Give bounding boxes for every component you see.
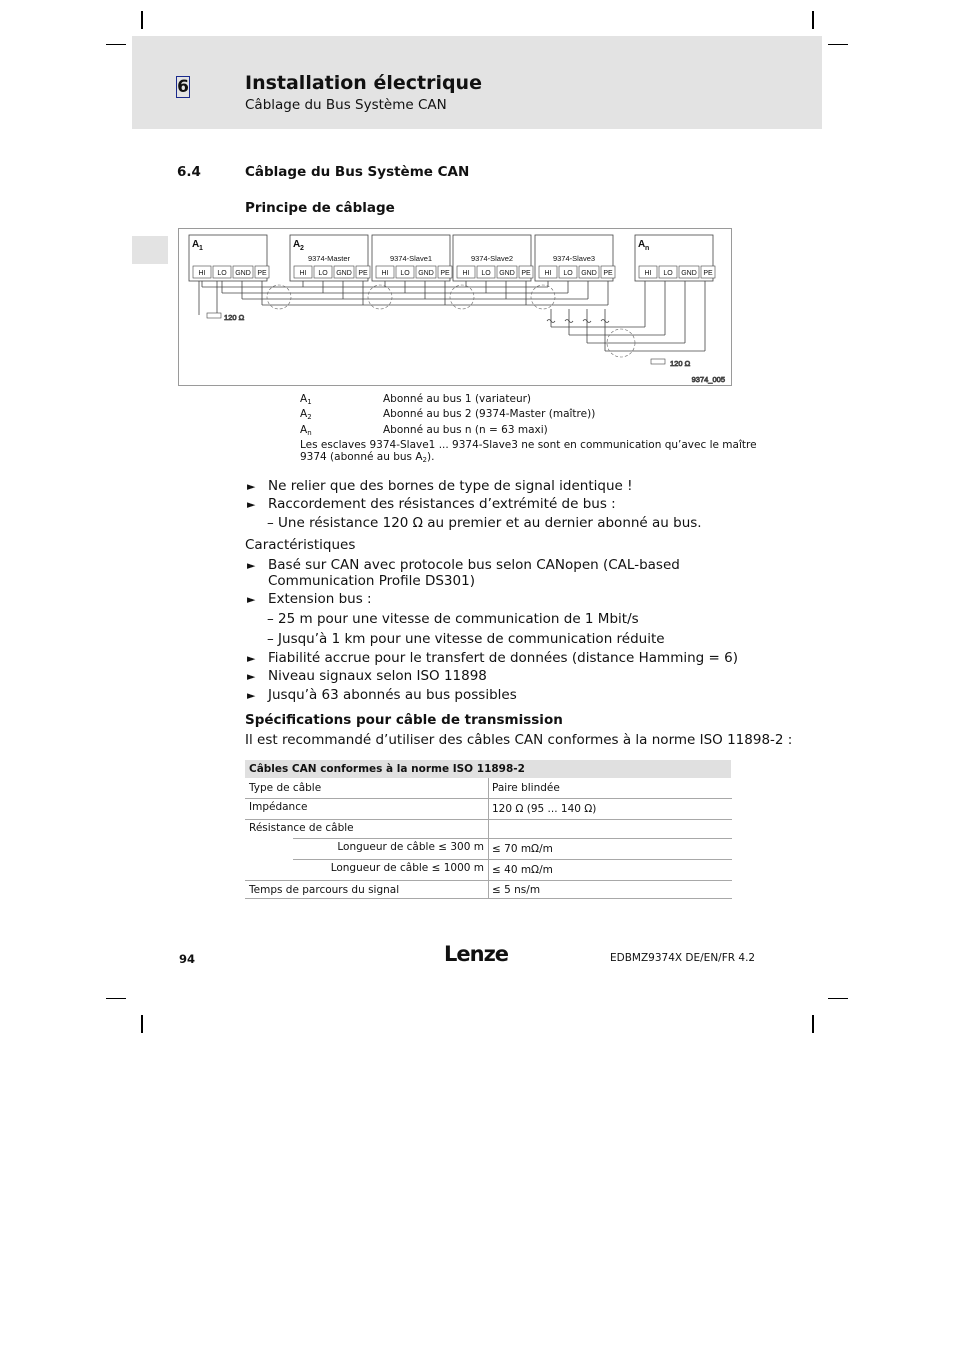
legend-symbol-sub: n: [307, 429, 312, 437]
legend-text: Abonné au bus n (n = 63 maxi): [383, 424, 548, 436]
table-title: Câbles CAN conformes à la norme ISO 11898-2: [245, 760, 731, 778]
crop-mark: [141, 11, 143, 29]
crop-mark: [812, 1015, 814, 1033]
legend-note-sub: 2: [422, 456, 427, 464]
features-heading: Caractéristiques: [245, 537, 356, 553]
table-cell-label: Longueur de câble ≤ 300 m: [337, 841, 484, 853]
section-number: 6.4: [177, 164, 201, 180]
crop-mark: [106, 998, 126, 999]
station-name: 9374-Slave1: [389, 254, 433, 263]
subsection-title: Principe de câblage: [245, 200, 395, 216]
bullet-item: Jusqu’à 63 abonnés au bus possibles: [268, 687, 517, 703]
terminal-label: GND: [681, 270, 697, 277]
terminator-resistor: [207, 313, 221, 318]
dash-item-text: 25 m pour une vitesse de communication de 1 Mbit/s: [278, 611, 639, 627]
dash-item-text: Jusqu’à 1 km pour une vitesse de communication réduite: [278, 631, 665, 647]
bullet-item: Niveau signaux selon ISO 11898: [268, 668, 487, 684]
document-reference: EDBMZ9374X DE/EN/FR 4.2: [610, 952, 756, 964]
legend-text: Abonné au bus 1 (variateur): [383, 393, 532, 405]
station-label: A: [192, 239, 200, 250]
terminal-label: HI: [462, 270, 470, 277]
bullet-marker: ►: [247, 498, 256, 511]
crop-mark: [828, 998, 848, 999]
legend-symbol: A: [300, 424, 308, 436]
chapter-subtitle: Câblage du Bus Système CAN: [245, 97, 447, 113]
terminal-label: GND: [336, 270, 352, 277]
table-rule: [245, 798, 732, 799]
station-label-sub: 2: [300, 245, 304, 252]
terminal-label: GND: [581, 270, 597, 277]
crop-mark: [141, 1015, 143, 1033]
legend-item: [300, 408, 312, 421]
legend-symbol: A: [300, 393, 308, 405]
page-number: 94: [179, 952, 196, 966]
terminator-resistor: [651, 359, 665, 364]
terminal-label: HI: [299, 270, 307, 277]
terminal-label: LO: [318, 270, 328, 277]
station-name: 9374-Slave2: [470, 254, 514, 263]
brand-logo: Lenze: [444, 942, 509, 966]
terminal-label: PE: [521, 270, 531, 277]
terminal-label: HI: [198, 270, 206, 277]
station-label-sub: n: [645, 245, 650, 252]
table-rule: [245, 880, 732, 881]
table-rule: [293, 838, 488, 839]
dash-item: – Jusqu’à 1 km pour une vitesse de communication réduite: [267, 631, 665, 647]
legend-note: [300, 451, 434, 464]
bullet-marker: ►: [247, 689, 256, 702]
terminal-label: PE: [603, 270, 613, 277]
bullet-marker: ►: [247, 480, 256, 493]
bullet-item: Raccordement des résistances d’extrémité de bus :: [268, 496, 616, 512]
station-label: A: [638, 239, 646, 250]
spec-text: Il est recommandé d’utiliser des câbles CAN conformes à la norme ISO 11898-2 :: [245, 732, 793, 748]
bullet-item-continuation: Communication Profile DS301): [268, 573, 475, 589]
terminal-label: PE: [358, 270, 368, 277]
table-cell-value: 120 Ω (95 ... 140 Ω): [492, 803, 597, 815]
bullet-marker: ►: [247, 670, 256, 683]
legend-text: Abonné au bus 2 (9374-Master (maître)): [383, 408, 596, 420]
terminal-label: PE: [257, 270, 267, 277]
station-name: 9374-Slave3: [552, 254, 596, 263]
terminator-label: 120 Ω: [670, 359, 691, 368]
terminator-label: 120 Ω: [224, 313, 245, 322]
terminal-label: LO: [400, 270, 410, 277]
legend-item: [300, 393, 312, 406]
wiring-diagram: [178, 228, 732, 386]
table-cell-label: Type de câble: [249, 782, 322, 794]
legend-item: [300, 424, 312, 437]
section-title: Câblage du Bus Système CAN: [245, 164, 470, 180]
table-cell-label: Résistance de câble: [249, 822, 354, 834]
table-cell-value: Paire blindée: [492, 782, 560, 794]
legend-note-text: 9374 (abonné au bus A: [300, 451, 423, 463]
station-name: 9374-Master: [307, 254, 351, 263]
bullet-marker: ►: [247, 559, 256, 572]
legend-symbol-sub: 1: [307, 398, 312, 406]
spec-heading: Spécifications pour câble de transmission: [245, 712, 563, 728]
dash-item: – 25 m pour une vitesse de communication de 1 Mbit/s: [267, 611, 639, 627]
dash-item-text: Une résistance 120 Ω au premier et au dernier abonné au bus.: [278, 515, 702, 531]
terminal-label: GND: [499, 270, 515, 277]
terminal-label: LO: [563, 270, 573, 277]
terminal-label: PE: [440, 270, 450, 277]
bullet-item: Ne relier que des bornes de type de signal identique !: [268, 478, 633, 494]
legend-symbol: A: [300, 408, 308, 420]
chapter-number: 6: [177, 77, 189, 97]
table-cell-value: ≤ 5 ns/m: [492, 884, 541, 896]
terminal-label: HI: [644, 270, 652, 277]
table-cell-label: Temps de parcours du signal: [249, 884, 400, 896]
terminal-label: GND: [418, 270, 434, 277]
bullet-item: Extension bus :: [268, 591, 372, 607]
terminal-label: LO: [663, 270, 673, 277]
terminal-label: LO: [217, 270, 227, 277]
table-cell-label: Impédance: [249, 801, 308, 813]
crop-mark: [106, 44, 126, 45]
crop-mark: [812, 11, 814, 29]
station-label: A: [293, 239, 301, 250]
table-rule: [488, 838, 732, 839]
crop-mark: [828, 44, 848, 45]
table-cell-label: Longueur de câble ≤ 1000 m: [330, 862, 484, 874]
terminal-label: PE: [703, 270, 713, 277]
legend-symbol-sub: 2: [307, 413, 312, 421]
terminal-label: HI: [381, 270, 389, 277]
bullet-item: Basé sur CAN avec protocole bus selon CANopen (CAL-based: [268, 557, 680, 573]
bullet-marker: ►: [247, 593, 256, 606]
dash-item: – Une résistance 120 Ω au premier et au dernier abonné au bus.: [267, 515, 702, 531]
station-label-sub: 1: [199, 245, 203, 252]
bullet-item: Fiabilité accrue pour le transfert de données (distance Hamming = 6): [268, 650, 738, 666]
terminal-label: LO: [481, 270, 491, 277]
table-rule: [245, 898, 732, 899]
table-cell-value: ≤ 40 mΩ/m: [492, 864, 553, 876]
table-rule: [245, 819, 732, 820]
side-tab: [132, 236, 168, 264]
legend-note-text: ).: [427, 451, 435, 463]
terminal-label: GND: [235, 270, 251, 277]
bullet-marker: ►: [247, 652, 256, 665]
table-rule: [293, 859, 732, 860]
terminal-label: HI: [544, 270, 552, 277]
table-cell-value: ≤ 70 mΩ/m: [492, 843, 553, 855]
chapter-title: Installation électrique: [245, 72, 482, 94]
figure-id: 9374_005: [691, 375, 725, 384]
legend-note: Les esclaves 9374-Slave1 ... 9374-Slave3 ne sont en communication qu’avec le maître: [300, 439, 757, 451]
